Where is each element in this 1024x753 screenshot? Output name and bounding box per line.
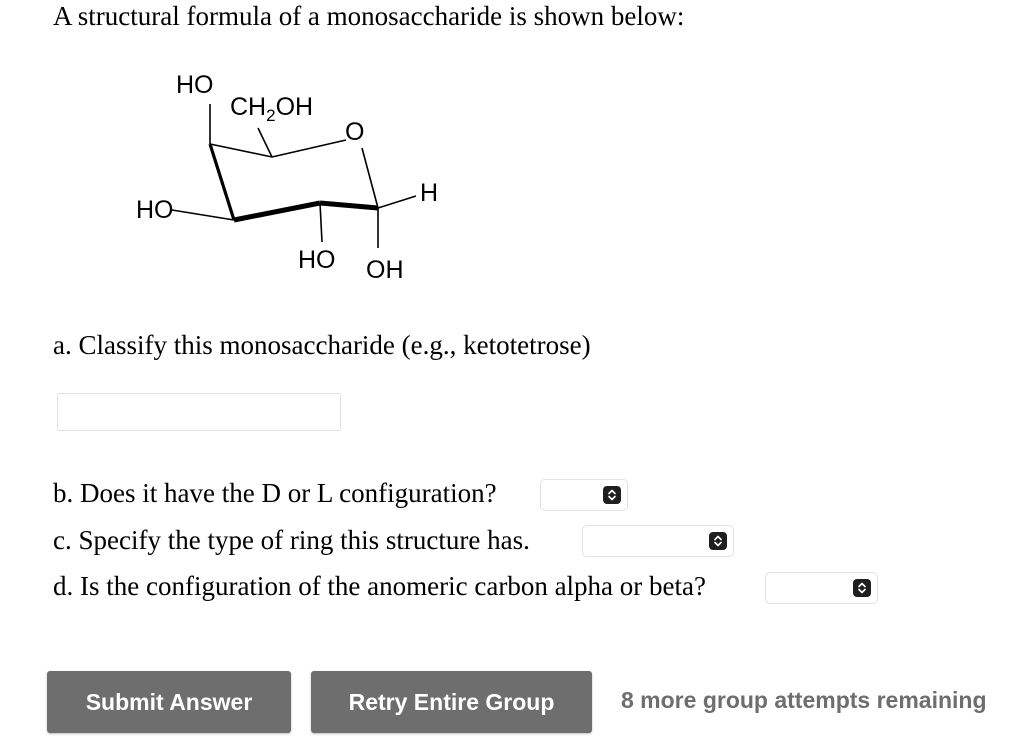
label-ring-o: O [345,118,365,146]
bond-c2-ho [320,203,322,242]
updown-chevron-icon [853,579,871,597]
anomeric-configuration-select[interactable] [765,572,878,604]
bond-o-c1 [362,148,378,208]
label-ho-bottom: HO [298,246,336,274]
bond-c2-c3 [234,203,320,220]
question-part-a: a. Classify this monosaccharide (e.g., ketotetrose) [53,330,591,360]
bond-c1-c2 [320,203,378,208]
monosaccharide-structure [120,60,460,300]
question-part-b: b. Does it have the D or L configuration? [53,478,497,508]
bond-c5-ch2oh [258,128,272,157]
bond-c3-c4 [210,144,234,220]
label-ch2oh: $CH_2OH$ [230,93,314,125]
bond-c3-ho [172,210,234,220]
attempts-remaining-text: 8 more group attempts remaining [621,687,987,713]
updown-chevron-icon [603,486,621,504]
label-h: H [420,179,439,207]
dl-configuration-select[interactable] [540,479,628,511]
question-part-c: c. Specify the type of ring this structure has. [53,525,530,555]
retry-entire-group-button[interactable]: Retry Entire Group [311,671,592,733]
updown-chevron-icon [709,532,727,550]
bond-c1-h [378,196,416,208]
label-oh-bottom: OH [366,256,404,284]
question-part-d: d. Is the configuration of the anomeric carbon alpha or beta? [53,571,706,601]
question-prompt: A structural formula of a monosaccharide is shown below: [53,1,685,31]
label-ho-top: HO [176,71,214,99]
label-ho-left: HO [136,196,174,224]
bond-c4-c5 [210,144,272,157]
submit-answer-button[interactable]: Submit Answer [47,671,291,733]
classify-input[interactable] [57,393,341,431]
ring-type-select[interactable] [582,525,734,557]
bond-c5-o [272,140,346,157]
